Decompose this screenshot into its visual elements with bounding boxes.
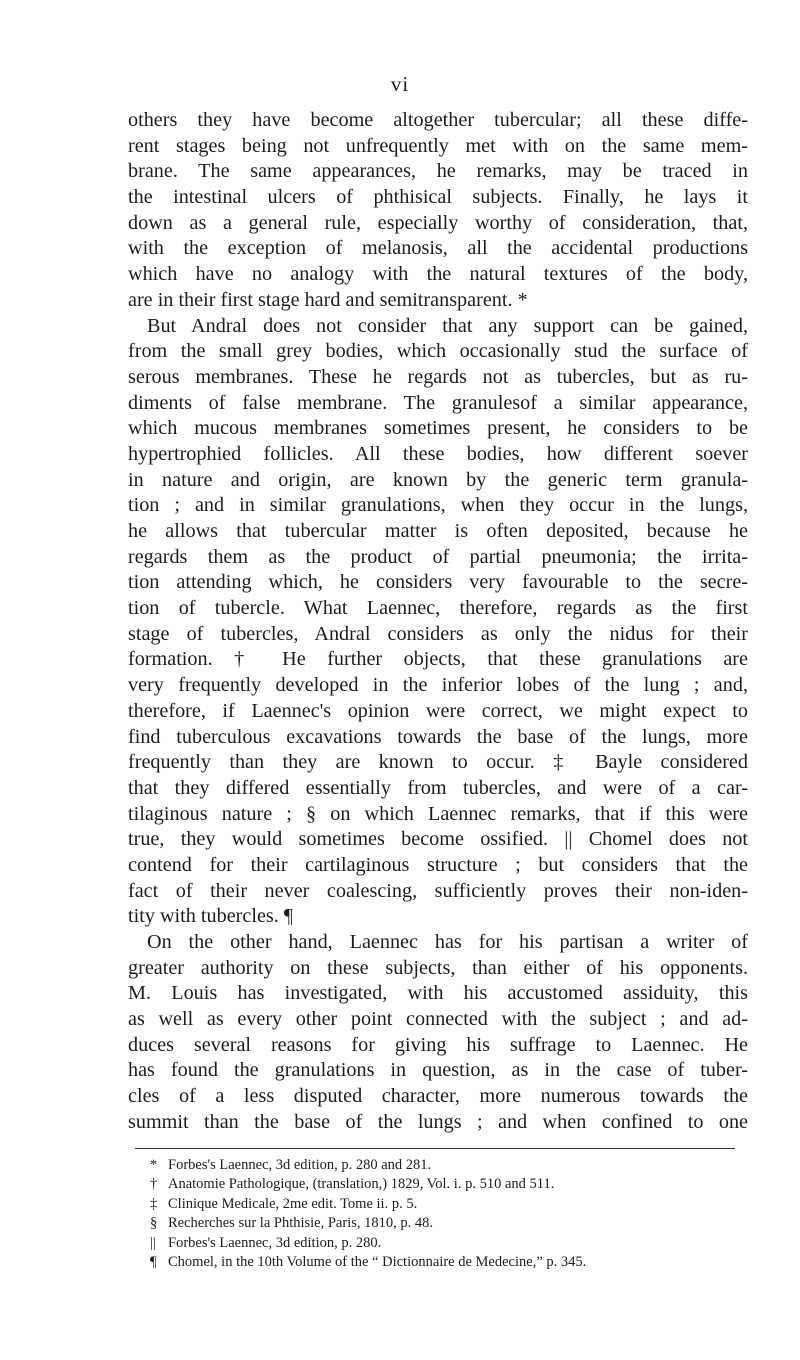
- text-line: which mucous membranes sometimes present, he considers to be: [128, 417, 748, 440]
- text-line: very frequently developed in the inferior lobes of the lung ; and,: [128, 674, 748, 697]
- footnote-mark: *: [150, 1157, 158, 1173]
- text-line: find tuberculous excavations towards the base of the lungs, more: [128, 725, 748, 748]
- text-line: contend for their cartilaginous structure ; but considers that the: [128, 853, 748, 876]
- footnote: [150, 1253, 750, 1272]
- text-line: that they differed essentially from tubercles, and were of a car-: [128, 776, 748, 799]
- text-line: the intestinal ulcers of phthisical subjects. Finally, he lays it: [128, 186, 748, 209]
- text-line: serous membranes. These he regards not as tubercles, but as ru-: [128, 365, 748, 388]
- text-line: which have no analogy with the natural textures of the body,: [128, 263, 748, 286]
- footnote: [150, 1175, 750, 1194]
- text-line: with the exception of melanosis, all the accidental productions: [128, 237, 748, 260]
- text-line: formation. † He further objects, that these granulations are: [128, 648, 748, 671]
- text-line: tion attending which, he considers very favourable to the secre-: [128, 571, 748, 594]
- text-line: stage of tubercles, Andral considers as only the nidus for their: [128, 622, 748, 645]
- text-line: tilaginous nature ; § on which Laennec remarks, that if this were: [128, 802, 748, 825]
- text-line: rent stages being not unfrequently met with on the same mem-: [128, 134, 748, 157]
- footnote: [150, 1156, 750, 1175]
- footnote-text: Chomel, in the 10th Volume of the “ Dictionnaire de Medecine,” p. 345.: [168, 1253, 587, 1270]
- text-line: regards them as the product of partial pneumonia; the irrita-: [128, 545, 748, 568]
- text-line: tion of tubercle. What Laennec, therefore, regards as the first: [128, 597, 748, 620]
- text-line: On the other hand, Laennec has for his partisan a writer of: [147, 931, 748, 953]
- footnote: [150, 1214, 750, 1233]
- footnotes: [150, 1156, 750, 1272]
- footnote-text: Forbes's Laennec, 3d edition, p. 280.: [168, 1234, 382, 1251]
- footnote: [150, 1195, 750, 1214]
- text-line: others they have become altogether tubercular; all these diffe-: [128, 109, 748, 131]
- text-line: has found the granulations in question, as in the case of tuber-: [128, 1059, 748, 1082]
- footnote: [150, 1234, 750, 1253]
- text-line: tion ; and in similar granulations, when they occur in the lungs,: [128, 494, 748, 517]
- text-line: he allows that tubercular matter is often deposited, because he: [128, 520, 748, 542]
- text-line: as well as every other point connected with the subject ; and ad-: [128, 1008, 748, 1031]
- text-line: But Andral does not consider that any support can be gained,: [147, 314, 748, 337]
- text-line: M. Louis has investigated, with his accustomed assiduity, this: [128, 982, 748, 1005]
- text-line: down as a general rule, especially worthy of consideration, that,: [128, 211, 748, 234]
- text-line: diments of false membrane. The granulesof a similar appearance,: [128, 391, 748, 414]
- text-line: fact of their never coalescing, sufficiently proves their non-iden-: [128, 879, 748, 902]
- text-line: tity with tubercles. ¶: [128, 905, 294, 928]
- text-line: true, they would sometimes become ossified. || Chomel does not: [128, 828, 748, 851]
- footnote-text: Recherches sur la Phthisie, Paris, 1810, p. 48.: [168, 1215, 433, 1232]
- text-line: hypertrophied follicles. All these bodies, how different soever: [128, 442, 748, 465]
- text-line: in nature and origin, are known by the generic term granula-: [128, 468, 748, 491]
- footnote-text: Anatomie Pathologique, (translation,) 1829, Vol. i. p. 510 and 511.: [168, 1176, 555, 1193]
- footnote-mark: §: [150, 1215, 158, 1232]
- footnote-mark: ‡: [150, 1195, 158, 1212]
- text-line: are in their first stage hard and semitransparent. *: [128, 288, 528, 311]
- text-line: from the small grey bodies, which occasionally stud the surface of: [128, 340, 748, 363]
- text-line: cles of a less disputed character, more numerous towards the: [128, 1085, 748, 1108]
- text-line: greater authority on these subjects, than either of his opponents.: [128, 956, 748, 979]
- text-line: therefore, if Laennec's opinion were correct, we might expect to: [128, 699, 748, 722]
- body-text: [128, 108, 748, 1136]
- text-line: frequently than they are known to occur. ‡ Bayle considered: [128, 751, 748, 774]
- footnote-text: Clinique Medicale, 2me edit. Tome ii. p. 5.: [168, 1195, 418, 1212]
- page-number: vi: [390, 72, 410, 96]
- text-line: duces several reasons for giving his suffrage to Laennec. He: [128, 1033, 748, 1056]
- footnote-mark: ¶: [150, 1253, 157, 1270]
- footnote-mark: ||: [150, 1234, 156, 1251]
- text-line: brane. The same appearances, he remarks, may be traced in: [128, 160, 748, 183]
- text-line: summit than the base of the lungs ; and when confined to one: [128, 1110, 748, 1133]
- footnote-mark: †: [150, 1176, 158, 1193]
- footnote-text: Forbes's Laennec, 3d edition, p. 280 and 281.: [168, 1157, 432, 1173]
- footnote-rule: [135, 1148, 735, 1149]
